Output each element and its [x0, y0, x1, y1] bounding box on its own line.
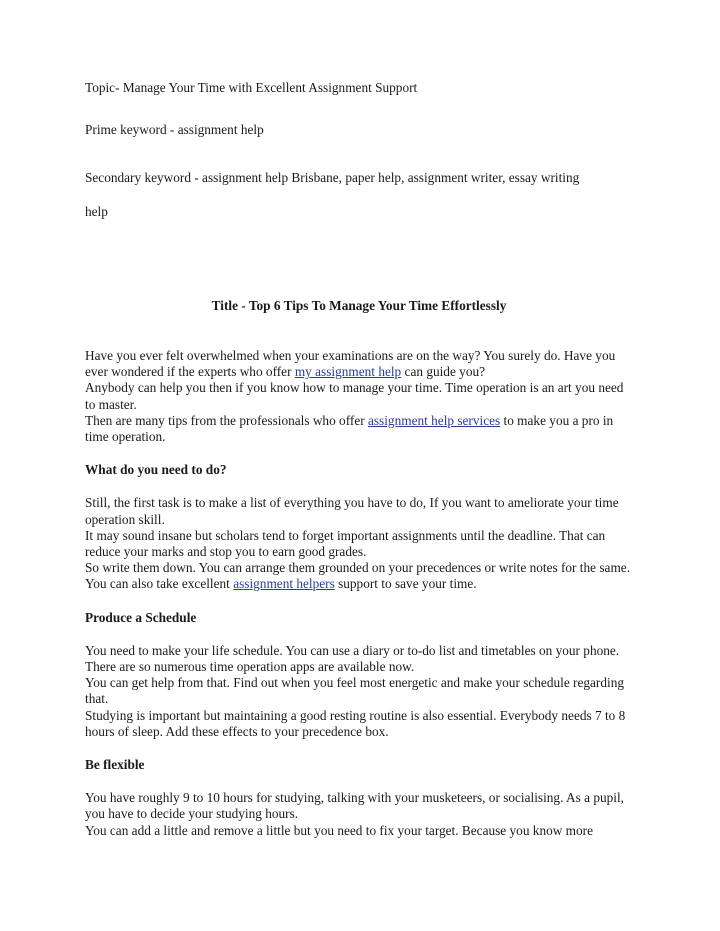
secondary-keyword-line: Secondary keyword - assignment help Brisbane, paper help, assignment writer, essay writing — [85, 170, 580, 186]
secondary-keyword-line-continued: help — [85, 203, 108, 219]
section-heading-what-to-do: What do you need to do? — [85, 462, 227, 478]
document-title: Title - Top 6 Tips To Manage Your Time Effortlessly — [211, 297, 507, 313]
section-heading-produce-schedule: Produce a Schedule — [85, 609, 197, 625]
assignment-helpers-link[interactable]: assignment helpers — [233, 576, 335, 592]
intro-paragraph-3: Then are many tips from the professionals who offer assignment help services to make you a pro in time operation. — [85, 412, 614, 445]
section3-paragraph-2: You can add a little and remove a little but you need to fix your target. Because you know more — [85, 822, 593, 838]
topic-line: Topic- Manage Your Time with Excellent Assignment Support — [85, 80, 418, 95]
section2-paragraph-1: You need to make your life schedule. You can use a diary or to-do list and timetables on your phone. There are so numerous time operation apps are available now. — [85, 642, 620, 675]
section2-paragraph-3: Studying is important but maintaining a good resting routine is also essential. Everybody needs 7 to 8 hours of sleep. Add these effects to your precedence box. — [85, 707, 626, 739]
document-body — [85, 80, 633, 839]
section1-paragraph-1: Still, the first task is to make a list of everything you have to do, If you want to ameliorate your time operation skill. — [85, 495, 619, 527]
my-assignment-help-link[interactable]: my assignment help — [294, 364, 402, 380]
section1-paragraph-2: It may sound insane but scholars tend to forget important assignments until the deadline. That can reduce your marks and stop you to earn good grades. — [85, 527, 606, 560]
section1-paragraph-3: So write them down. You can arrange them grounded on your precedences or write notes for the same. You can also take excellent assignment helpers support to save your time. — [85, 560, 631, 592]
section2-paragraph-2: You can get help from that. Find out when you feel most energetic and make your schedule regarding that. — [85, 675, 625, 707]
intro-paragraph-1: Have you ever felt overwhelmed when your examinations are on the way? You surely do. Have you ever wondered if the experts who offer my assignment help can guide you? — [85, 348, 616, 380]
section3-paragraph-1: You have roughly 9 to 10 hours for studying, talking with your musketeers, or socialising. As a pupil, you have to decide your studying hours. — [85, 790, 624, 822]
intro-paragraph-2: Anybody can help you then if you know how to manage your time. Time operation is an art you need to master. — [85, 380, 624, 412]
assignment-help-services-link[interactable]: assignment help services — [367, 412, 501, 428]
section-heading-be-flexible: Be flexible — [85, 757, 145, 773]
prime-keyword-line: Prime keyword - assignment help — [85, 122, 264, 138]
